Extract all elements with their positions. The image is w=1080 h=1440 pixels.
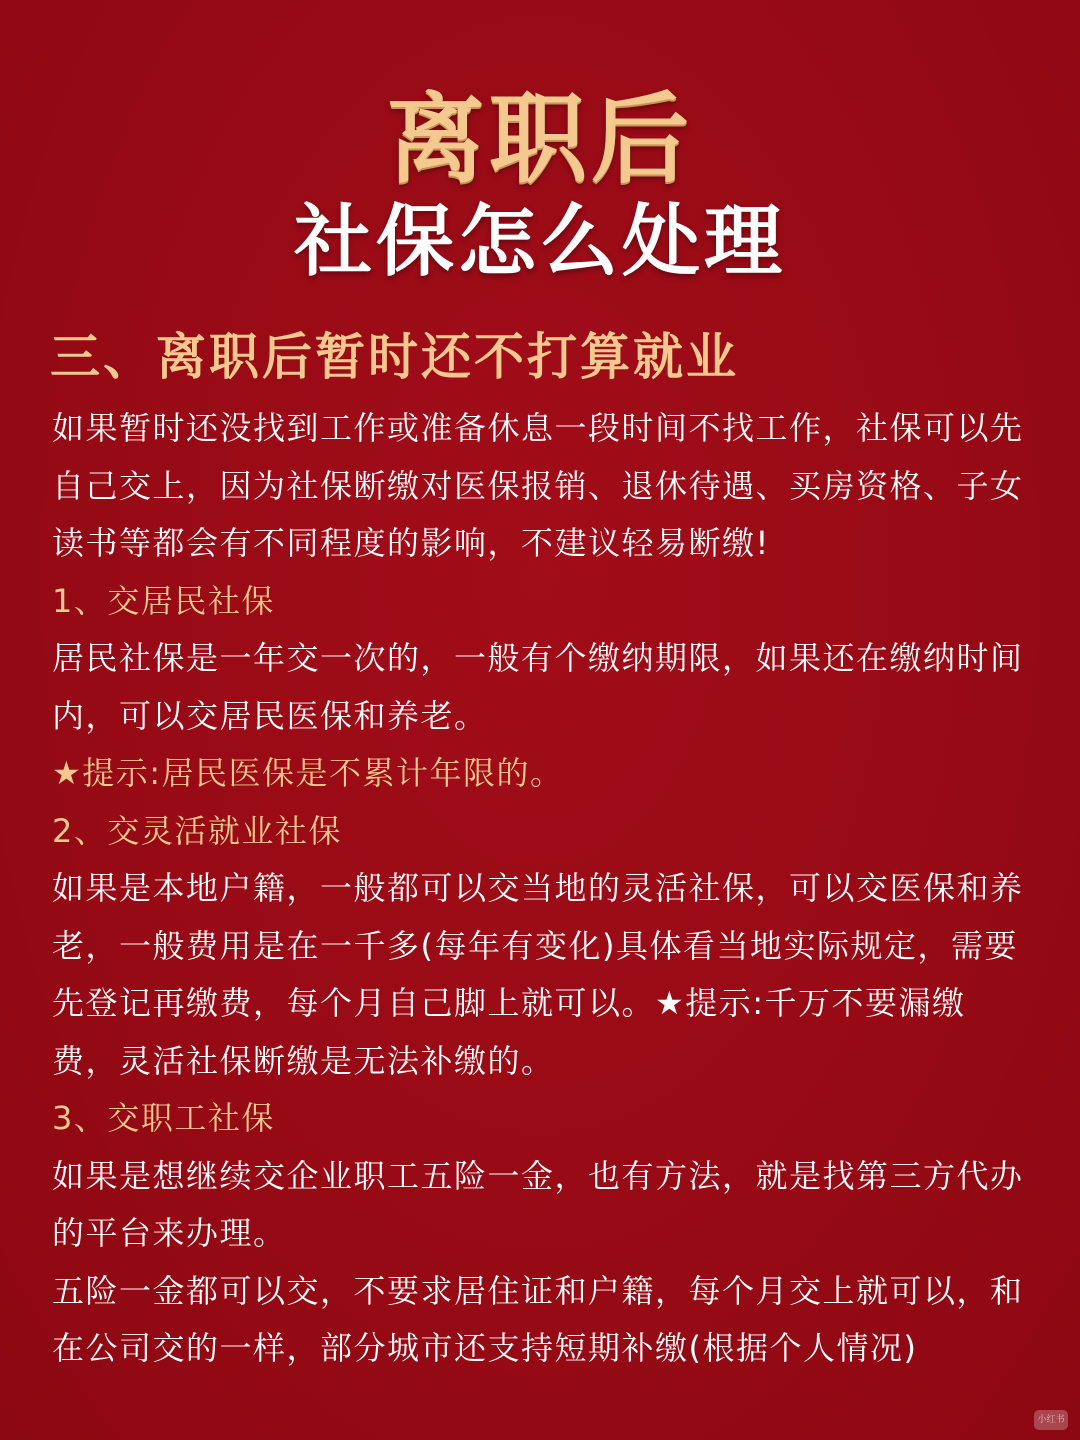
item3-body2: 五险一金都可以交，不要求居住证和户籍，每个月交上就可以，和在公司交的一样，部分城市还支持短期补缴(根据个人情况) xyxy=(52,1271,1024,1367)
page-title: 离职后 xyxy=(386,83,693,197)
section-heading: 三、离职后暂时还不打算就业 xyxy=(50,328,739,386)
page-subtitle: 社保怎么处理 xyxy=(293,197,786,287)
item1-body: 居民社保是一年交一次的，一般有个缴纳期限，如果还在缴纳时间内，可以交居民医保和养老。 xyxy=(52,639,1024,735)
watermark-logo: 小红书 xyxy=(1034,1410,1068,1430)
intro-paragraph: 如果暂时还没找到工作或准备休息一段时间不找工作，社保可以先自己交上，因为社保断缴对医保报销、退休待遇、买房资格、子女读书等都会有不同程度的影响，不建议轻易断缴! xyxy=(52,409,1024,562)
item3-heading: 3、交职工社保 xyxy=(52,1099,275,1137)
item2-heading: 2、交灵活就业社保 xyxy=(52,811,342,850)
item1-heading: 1、交居民社保 xyxy=(52,581,275,620)
item2-body: 如果是本地户籍，一般都可以交当地的灵活社保，可以交医保和养老，一般费用是在一千多(每年有变化)具体看当地实际规定，需要先登记再缴费，每个月自己脚上就可以。★提示:千万不要漏缴费，灵活社保断缴是无法补缴的。 xyxy=(52,869,1024,1080)
item3-body: 如果是想继续交企业职工五险一金，也有方法，就是找第三方代办的平台来办理。 xyxy=(52,1156,1024,1252)
article-body xyxy=(52,400,1032,1378)
item1-tip: ★提示:居民医保是不累计年限的。 xyxy=(52,754,564,792)
